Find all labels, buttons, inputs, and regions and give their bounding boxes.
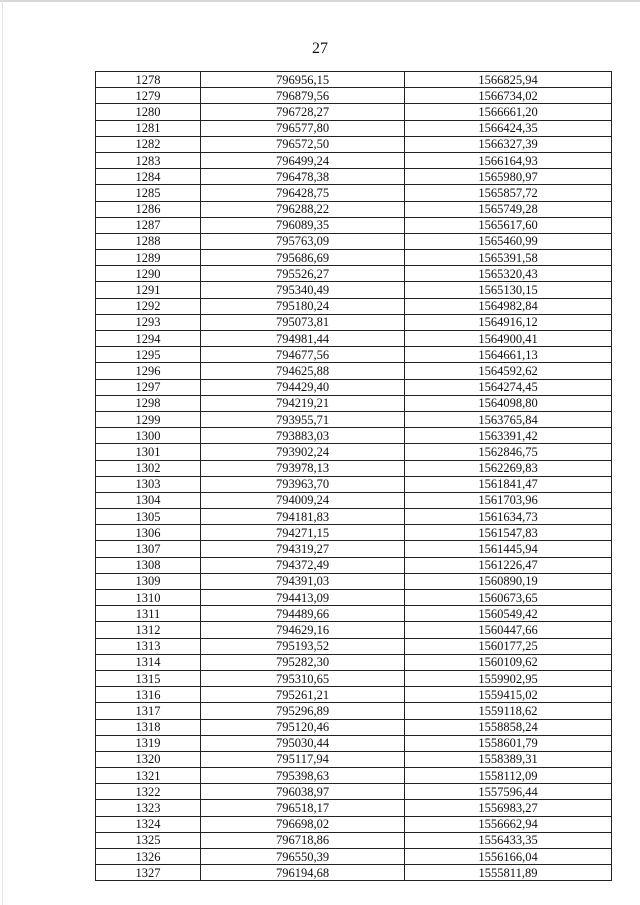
x-coordinate-cell: 795763,09	[201, 233, 405, 249]
table-row	[96, 654, 612, 670]
scan-edge-top	[0, 0, 640, 2]
y-coordinate-cell: 1559415,02	[405, 687, 612, 703]
x-coordinate-cell: 795030,44	[201, 735, 405, 751]
table-row	[96, 492, 612, 508]
table-row	[96, 638, 612, 654]
table-row	[96, 557, 612, 573]
y-coordinate-cell: 1561703,96	[405, 492, 612, 508]
point-number-cell: 1294	[96, 331, 201, 347]
x-coordinate-cell: 795526,27	[201, 266, 405, 282]
y-coordinate-cell: 1566424,35	[405, 120, 612, 136]
point-number-cell: 1306	[96, 525, 201, 541]
table-row	[96, 735, 612, 751]
y-coordinate-cell: 1564982,84	[405, 298, 612, 314]
table-row	[96, 347, 612, 363]
point-number-cell: 1322	[96, 784, 201, 800]
y-coordinate-cell: 1565130,15	[405, 282, 612, 298]
y-coordinate-cell: 1566825,94	[405, 72, 612, 88]
point-number-cell: 1308	[96, 557, 201, 573]
table-row	[96, 298, 612, 314]
x-coordinate-cell: 794677,56	[201, 347, 405, 363]
table-row	[96, 444, 612, 460]
x-coordinate-cell: 796728,27	[201, 104, 405, 120]
table-row	[96, 476, 612, 492]
y-coordinate-cell: 1560177,25	[405, 638, 612, 654]
x-coordinate-cell: 796288,22	[201, 201, 405, 217]
point-number-cell: 1318	[96, 719, 201, 735]
x-coordinate-cell: 796038,97	[201, 784, 405, 800]
point-number-cell: 1284	[96, 169, 201, 185]
table-row	[96, 865, 612, 881]
x-coordinate-cell: 796550,39	[201, 849, 405, 865]
x-coordinate-cell: 793902,24	[201, 444, 405, 460]
table-row	[96, 379, 612, 395]
y-coordinate-cell: 1564900,41	[405, 331, 612, 347]
x-coordinate-cell: 796499,24	[201, 152, 405, 168]
point-number-cell: 1299	[96, 411, 201, 427]
y-coordinate-cell: 1558601,79	[405, 735, 612, 751]
x-coordinate-cell: 794625,88	[201, 363, 405, 379]
y-coordinate-cell: 1565320,43	[405, 266, 612, 282]
x-coordinate-cell: 796478,38	[201, 169, 405, 185]
point-number-cell: 1290	[96, 266, 201, 282]
table-row	[96, 250, 612, 266]
table-row	[96, 687, 612, 703]
y-coordinate-cell: 1565749,28	[405, 201, 612, 217]
table-row	[96, 169, 612, 185]
point-number-cell: 1304	[96, 492, 201, 508]
coordinates-table	[95, 71, 612, 881]
x-coordinate-cell: 793955,71	[201, 411, 405, 427]
x-coordinate-cell: 794372,49	[201, 557, 405, 573]
y-coordinate-cell: 1556983,27	[405, 800, 612, 816]
point-number-cell: 1315	[96, 670, 201, 686]
x-coordinate-cell: 794629,16	[201, 622, 405, 638]
table-row	[96, 266, 612, 282]
x-coordinate-cell: 795117,94	[201, 751, 405, 767]
x-coordinate-cell: 794271,15	[201, 525, 405, 541]
table-row	[96, 282, 612, 298]
table-row	[96, 622, 612, 638]
point-number-cell: 1281	[96, 120, 201, 136]
point-number-cell: 1326	[96, 849, 201, 865]
y-coordinate-cell: 1566734,02	[405, 88, 612, 104]
table-row	[96, 768, 612, 784]
x-coordinate-cell: 796194,68	[201, 865, 405, 881]
point-number-cell: 1327	[96, 865, 201, 881]
table-row	[96, 120, 612, 136]
point-number-cell: 1313	[96, 638, 201, 654]
y-coordinate-cell: 1564274,45	[405, 379, 612, 395]
x-coordinate-cell: 794009,24	[201, 492, 405, 508]
x-coordinate-cell: 793883,03	[201, 428, 405, 444]
point-number-cell: 1296	[96, 363, 201, 379]
x-coordinate-cell: 795073,81	[201, 314, 405, 330]
point-number-cell: 1319	[96, 735, 201, 751]
x-coordinate-cell: 796577,80	[201, 120, 405, 136]
table-row	[96, 217, 612, 233]
table-row	[96, 331, 612, 347]
table-row	[96, 509, 612, 525]
table-row	[96, 428, 612, 444]
y-coordinate-cell: 1560109,62	[405, 654, 612, 670]
coordinates-table-body	[96, 72, 612, 881]
point-number-cell: 1305	[96, 509, 201, 525]
point-number-cell: 1311	[96, 606, 201, 622]
y-coordinate-cell: 1555811,89	[405, 865, 612, 881]
point-number-cell: 1320	[96, 751, 201, 767]
x-coordinate-cell: 796879,56	[201, 88, 405, 104]
y-coordinate-cell: 1561634,73	[405, 509, 612, 525]
x-coordinate-cell: 795340,49	[201, 282, 405, 298]
y-coordinate-cell: 1558858,24	[405, 719, 612, 735]
y-coordinate-cell: 1556662,94	[405, 816, 612, 832]
point-number-cell: 1321	[96, 768, 201, 784]
x-coordinate-cell: 795193,52	[201, 638, 405, 654]
y-coordinate-cell: 1566661,20	[405, 104, 612, 120]
point-number-cell: 1279	[96, 88, 201, 104]
y-coordinate-cell: 1564592,62	[405, 363, 612, 379]
y-coordinate-cell: 1560447,66	[405, 622, 612, 638]
table-row	[96, 136, 612, 152]
point-number-cell: 1303	[96, 476, 201, 492]
point-number-cell: 1314	[96, 654, 201, 670]
table-row	[96, 816, 612, 832]
point-number-cell: 1282	[96, 136, 201, 152]
y-coordinate-cell: 1560549,42	[405, 606, 612, 622]
x-coordinate-cell: 793978,13	[201, 460, 405, 476]
table-row	[96, 832, 612, 848]
x-coordinate-cell: 794219,21	[201, 395, 405, 411]
point-number-cell: 1291	[96, 282, 201, 298]
point-number-cell: 1295	[96, 347, 201, 363]
y-coordinate-cell: 1558112,09	[405, 768, 612, 784]
table-row	[96, 201, 612, 217]
table-row	[96, 411, 612, 427]
point-number-cell: 1285	[96, 185, 201, 201]
point-number-cell: 1302	[96, 460, 201, 476]
point-number-cell: 1300	[96, 428, 201, 444]
table-row	[96, 460, 612, 476]
point-number-cell: 1286	[96, 201, 201, 217]
y-coordinate-cell: 1564661,13	[405, 347, 612, 363]
x-coordinate-cell: 794319,27	[201, 541, 405, 557]
x-coordinate-cell: 794181,83	[201, 509, 405, 525]
point-number-cell: 1288	[96, 233, 201, 249]
table-row	[96, 525, 612, 541]
scan-edge-left	[2, 0, 3, 905]
x-coordinate-cell: 795120,46	[201, 719, 405, 735]
y-coordinate-cell: 1565617,60	[405, 217, 612, 233]
y-coordinate-cell: 1564098,80	[405, 395, 612, 411]
y-coordinate-cell: 1556433,35	[405, 832, 612, 848]
y-coordinate-cell: 1558389,31	[405, 751, 612, 767]
y-coordinate-cell: 1565980,97	[405, 169, 612, 185]
x-coordinate-cell: 794413,09	[201, 590, 405, 606]
point-number-cell: 1325	[96, 832, 201, 848]
table-row	[96, 590, 612, 606]
table-row	[96, 363, 612, 379]
y-coordinate-cell: 1556166,04	[405, 849, 612, 865]
x-coordinate-cell: 795180,24	[201, 298, 405, 314]
point-number-cell: 1312	[96, 622, 201, 638]
table-row	[96, 233, 612, 249]
x-coordinate-cell: 795686,69	[201, 250, 405, 266]
y-coordinate-cell: 1565391,58	[405, 250, 612, 266]
y-coordinate-cell: 1559902,95	[405, 670, 612, 686]
point-number-cell: 1289	[96, 250, 201, 266]
x-coordinate-cell: 795261,21	[201, 687, 405, 703]
x-coordinate-cell: 796956,15	[201, 72, 405, 88]
x-coordinate-cell: 795310,65	[201, 670, 405, 686]
x-coordinate-cell: 796572,50	[201, 136, 405, 152]
x-coordinate-cell: 794429,40	[201, 379, 405, 395]
table-row	[96, 606, 612, 622]
table-row	[96, 395, 612, 411]
y-coordinate-cell: 1566327,39	[405, 136, 612, 152]
point-number-cell: 1307	[96, 541, 201, 557]
y-coordinate-cell: 1559118,62	[405, 703, 612, 719]
x-coordinate-cell: 796698,02	[201, 816, 405, 832]
y-coordinate-cell: 1561445,94	[405, 541, 612, 557]
y-coordinate-cell: 1563391,42	[405, 428, 612, 444]
x-coordinate-cell: 794391,03	[201, 573, 405, 589]
page-number: 27	[312, 40, 328, 57]
x-coordinate-cell: 794981,44	[201, 331, 405, 347]
point-number-cell: 1317	[96, 703, 201, 719]
y-coordinate-cell: 1562846,75	[405, 444, 612, 460]
table-row	[96, 719, 612, 735]
point-number-cell: 1280	[96, 104, 201, 120]
table-row	[96, 104, 612, 120]
y-coordinate-cell: 1557596,44	[405, 784, 612, 800]
x-coordinate-cell: 796428,75	[201, 185, 405, 201]
x-coordinate-cell: 795296,89	[201, 703, 405, 719]
y-coordinate-cell: 1561547,83	[405, 525, 612, 541]
x-coordinate-cell: 793963,70	[201, 476, 405, 492]
y-coordinate-cell: 1562269,83	[405, 460, 612, 476]
table-row	[96, 185, 612, 201]
table-row	[96, 541, 612, 557]
y-coordinate-cell: 1560890,19	[405, 573, 612, 589]
point-number-cell: 1287	[96, 217, 201, 233]
table-row	[96, 670, 612, 686]
table-row	[96, 314, 612, 330]
point-number-cell: 1283	[96, 152, 201, 168]
y-coordinate-cell: 1561226,47	[405, 557, 612, 573]
point-number-cell: 1316	[96, 687, 201, 703]
point-number-cell: 1309	[96, 573, 201, 589]
table-row	[96, 88, 612, 104]
table-row	[96, 849, 612, 865]
y-coordinate-cell: 1565857,72	[405, 185, 612, 201]
point-number-cell: 1292	[96, 298, 201, 314]
x-coordinate-cell: 796718,86	[201, 832, 405, 848]
x-coordinate-cell: 795398,63	[201, 768, 405, 784]
y-coordinate-cell: 1560673,65	[405, 590, 612, 606]
point-number-cell: 1297	[96, 379, 201, 395]
table-row	[96, 72, 612, 88]
x-coordinate-cell: 795282,30	[201, 654, 405, 670]
point-number-cell: 1293	[96, 314, 201, 330]
point-number-cell: 1301	[96, 444, 201, 460]
point-number-cell: 1298	[96, 395, 201, 411]
table-row	[96, 573, 612, 589]
y-coordinate-cell: 1561841,47	[405, 476, 612, 492]
table-row	[96, 152, 612, 168]
point-number-cell: 1324	[96, 816, 201, 832]
y-coordinate-cell: 1566164,93	[405, 152, 612, 168]
x-coordinate-cell: 796518,17	[201, 800, 405, 816]
table-row	[96, 800, 612, 816]
point-number-cell: 1310	[96, 590, 201, 606]
y-coordinate-cell: 1563765,84	[405, 411, 612, 427]
x-coordinate-cell: 796089,35	[201, 217, 405, 233]
point-number-cell: 1278	[96, 72, 201, 88]
y-coordinate-cell: 1564916,12	[405, 314, 612, 330]
table-row	[96, 784, 612, 800]
y-coordinate-cell: 1565460,99	[405, 233, 612, 249]
point-number-cell: 1323	[96, 800, 201, 816]
table-row	[96, 703, 612, 719]
table-row	[96, 751, 612, 767]
x-coordinate-cell: 794489,66	[201, 606, 405, 622]
